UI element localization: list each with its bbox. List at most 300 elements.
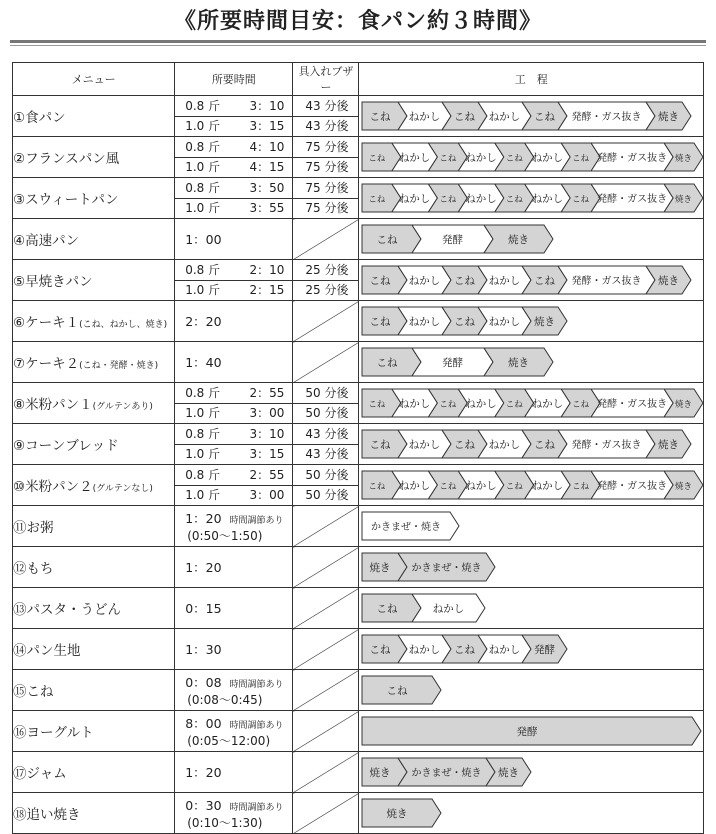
process-cell <box>359 260 704 301</box>
loaf-size: 1.0 斤 <box>185 487 221 502</box>
process-step-label: ねかし <box>409 644 441 656</box>
menu-name-cell <box>13 752 175 793</box>
menu-name: ⑪お粥 <box>13 520 54 536</box>
process-flow <box>359 260 703 300</box>
time-line <box>175 97 292 116</box>
header-process: 工 程 <box>359 63 704 96</box>
adjustable-range: (0:10〜1:30) <box>187 815 263 830</box>
process-step <box>398 758 495 786</box>
process-step-label: こね <box>454 439 476 451</box>
menu-name-cell <box>13 178 175 219</box>
header-time: 所要時間 <box>175 63 293 96</box>
process-step <box>412 594 485 622</box>
process-step-label: こね <box>506 482 524 492</box>
title-rule <box>10 40 706 43</box>
process-cell <box>359 547 704 588</box>
buzzer-value: 43 分後 <box>293 116 358 136</box>
buzzer-cell <box>293 629 359 670</box>
header-buzzer: 具入れブザー <box>293 63 359 96</box>
process-step-label: 焼き <box>508 357 530 369</box>
process-flow <box>359 96 703 136</box>
process-step-label: こね <box>439 482 457 492</box>
menu-name: ⑥ケーキ１ <box>13 315 80 331</box>
process-step-label: ねかし <box>465 152 498 164</box>
process-step-label: こね <box>376 603 398 615</box>
menu-name: ⑯ヨーグルト <box>13 725 94 741</box>
menu-name-cell <box>13 670 175 711</box>
menu-name-cell <box>13 424 175 465</box>
menu-name-cell <box>13 96 175 137</box>
process-step-label: ねかし <box>399 398 431 410</box>
process-cell <box>359 752 704 793</box>
table-row <box>13 178 704 219</box>
process-flow <box>359 137 703 177</box>
menu-name-cell <box>13 260 175 301</box>
table-row <box>13 793 704 834</box>
menu-subnote: (グルテンあり) <box>92 402 153 412</box>
table-row <box>13 383 704 424</box>
adjustable-note: 時間調節あり <box>229 679 284 690</box>
process-step-label: 焼き <box>675 195 693 205</box>
header-menu: メニュー <box>13 63 175 96</box>
process-step <box>362 594 421 622</box>
menu-subnote: (グルテンなし) <box>92 484 153 494</box>
menu-name: ⑱追い焼き <box>13 807 81 823</box>
process-step <box>362 348 421 376</box>
process-step <box>558 102 655 130</box>
duration-value: 0：08 <box>185 674 222 690</box>
process-step-label: かきまぜ・焼き <box>411 768 482 779</box>
process-step-label: こね <box>454 644 476 656</box>
process-step <box>558 430 655 458</box>
process-step-label: 焼き <box>675 482 693 492</box>
timing-table <box>12 62 704 834</box>
loaf-size: 0.8 斤 <box>185 426 221 441</box>
process-step-label: 焼き <box>369 562 391 574</box>
time-line <box>175 466 292 485</box>
duration-value: 2：55 <box>249 385 285 400</box>
process-step-label: こね <box>369 316 391 328</box>
menu-name: ④高速パン <box>13 233 80 249</box>
time-cell <box>175 711 293 752</box>
process-cell <box>359 629 704 670</box>
menu-subnote: (こね・発酵・焼き) <box>79 361 159 371</box>
time-cell <box>175 301 293 342</box>
time-line <box>175 157 292 177</box>
time-cell <box>175 752 293 793</box>
menu-name-cell <box>13 506 175 547</box>
process-flow <box>359 178 703 218</box>
process-step-label: こね <box>368 482 386 492</box>
buzzer-cell <box>293 219 359 260</box>
adjustable-note: 時間調節あり <box>229 802 284 813</box>
adjustable-range: (0:50〜1:50) <box>187 528 263 543</box>
process-step-label: 焼き <box>369 767 391 779</box>
duration-value: 1：20 <box>185 510 222 526</box>
page-title: 《所要時間目安：食パン約３時間》 <box>173 9 542 34</box>
process-cell <box>359 424 704 465</box>
process-flow <box>359 670 703 710</box>
buzzer-cell <box>293 301 359 342</box>
process-step-label: 発酵・ガス抜き <box>597 153 668 164</box>
time-line <box>175 425 292 444</box>
menu-name-cell <box>13 137 175 178</box>
menu-name: ③スウィートパン <box>13 192 119 208</box>
process-step-label: こね <box>376 234 398 246</box>
process-step-label: ねかし <box>399 152 431 164</box>
menu-name: ⑰ジャム <box>13 766 67 782</box>
process-step <box>412 225 493 253</box>
time-cell <box>175 260 293 301</box>
menu-name-cell <box>13 588 175 629</box>
process-step-label: ねかし <box>409 275 441 287</box>
process-step <box>362 676 441 704</box>
process-step-label: こね <box>572 482 590 492</box>
process-step-label: 焼き <box>675 400 693 410</box>
time-line <box>175 138 292 157</box>
adjustable-note: 時間調節あり <box>229 515 284 526</box>
time-line <box>175 280 292 300</box>
table-row <box>13 301 704 342</box>
duration-value: 4：10 <box>249 139 285 154</box>
loaf-size: 0.8 斤 <box>185 467 221 482</box>
menu-name: ⑫もち <box>13 561 54 577</box>
process-flow <box>359 752 703 792</box>
table-row <box>13 465 704 506</box>
process-step <box>592 143 674 171</box>
buzzer-cell <box>293 137 359 178</box>
menu-name-cell <box>13 465 175 506</box>
process-step-label: 発酵・ガス抜き <box>597 399 668 410</box>
time-cell <box>175 793 293 834</box>
menu-name: ①食パン <box>13 110 66 126</box>
menu-name: ⑩米粉パン２ <box>13 479 93 495</box>
time-cell <box>175 178 293 219</box>
process-cell <box>359 301 704 342</box>
menu-name-cell <box>13 629 175 670</box>
process-step-label: こね <box>572 154 590 164</box>
loaf-size: 1.0 斤 <box>185 282 221 297</box>
process-step-label: かきまぜ・焼き <box>371 522 442 533</box>
process-flow <box>359 629 703 669</box>
time-line <box>175 179 292 198</box>
process-step-label: 焼き <box>498 767 520 779</box>
process-flow <box>359 793 703 833</box>
time-line <box>175 384 292 403</box>
menu-name: ⑨コーンブレッド <box>13 438 119 454</box>
process-step-label: こね <box>439 154 457 164</box>
process-step-label: こね <box>454 275 476 287</box>
time-line <box>175 116 292 136</box>
process-step-label: こね <box>368 195 386 205</box>
process-step-label: こね <box>572 195 590 205</box>
process-step-label: 焼き <box>534 316 556 328</box>
time-cell <box>175 629 293 670</box>
table-row <box>13 424 704 465</box>
process-cell <box>359 465 704 506</box>
process-step-label: ねかし <box>465 480 498 492</box>
process-step <box>484 225 553 253</box>
buzzer-value: 43 分後 <box>305 426 349 441</box>
process-cell <box>359 711 704 752</box>
process-step-label: ねかし <box>409 439 441 451</box>
table-row <box>13 670 704 711</box>
table-row <box>13 711 704 752</box>
time-line <box>175 403 292 423</box>
buzzer-cell <box>293 547 359 588</box>
buzzer-cell <box>293 793 359 834</box>
process-step-label: こね <box>572 400 590 410</box>
duration-value: 1：20 <box>185 560 222 575</box>
process-step-label: 発酵・ガス抜き <box>571 112 642 123</box>
process-cell <box>359 383 704 424</box>
process-cell <box>359 506 704 547</box>
duration-value: 2：20 <box>185 314 222 329</box>
process-step-label: こね <box>506 400 524 410</box>
time-cell <box>175 219 293 260</box>
buzzer-value: 75 分後 <box>293 198 358 218</box>
buzzer-value: 75 分後 <box>293 157 358 177</box>
process-step-label: 発酵・ガス抜き <box>597 481 668 492</box>
process-flow <box>359 301 703 341</box>
table-row <box>13 547 704 588</box>
process-step-label: こね <box>369 275 391 287</box>
menu-name: ⑮こね <box>13 684 54 700</box>
buzzer-value: 75 分後 <box>305 180 349 195</box>
loaf-size: 1.0 斤 <box>185 159 221 174</box>
buzzer-cell <box>293 342 359 383</box>
loaf-size: 0.8 斤 <box>185 180 221 195</box>
buzzer-cell <box>293 506 359 547</box>
buzzer-cell <box>293 752 359 793</box>
process-step-label: かきまぜ・焼き <box>411 563 482 574</box>
table-row <box>13 260 704 301</box>
time-cell <box>175 506 293 547</box>
process-cell <box>359 670 704 711</box>
process-step-label: こね <box>439 400 457 410</box>
process-flow <box>359 506 703 546</box>
loaf-size: 1.0 斤 <box>185 118 221 133</box>
menu-name-cell <box>13 711 175 752</box>
duration-value: 3：10 <box>249 98 285 113</box>
process-step-label: こね <box>534 111 556 123</box>
process-step-label: ねかし <box>409 111 441 123</box>
time-cell <box>175 137 293 178</box>
process-step-label: こね <box>534 275 556 287</box>
adjustable-range: (0:08〜0:45) <box>187 692 263 707</box>
time-cell <box>175 424 293 465</box>
buzzer-cell <box>293 178 359 219</box>
process-step <box>362 225 421 253</box>
buzzer-cell <box>293 96 359 137</box>
time-line <box>175 444 292 464</box>
buzzer-value: 43 分後 <box>305 98 349 113</box>
process-flow <box>359 547 703 587</box>
buzzer-cell <box>293 588 359 629</box>
menu-name-cell <box>13 342 175 383</box>
menu-name-cell <box>13 547 175 588</box>
duration-value: 1：20 <box>185 765 222 780</box>
process-step-label: ねかし <box>399 480 431 492</box>
menu-name: ⑬パスタ・うどん <box>13 602 121 618</box>
time-cell <box>175 96 293 137</box>
loaf-size: 1.0 斤 <box>185 405 221 420</box>
menu-name: ②フランスパン風 <box>13 151 120 167</box>
time-cell <box>175 588 293 629</box>
process-flow <box>359 342 703 382</box>
process-step-label: こね <box>369 111 391 123</box>
process-step-label: 発酵・ガス抜き <box>571 440 642 451</box>
process-step-label: 発酵・ガス抜き <box>571 276 642 287</box>
table-row <box>13 342 704 383</box>
menu-name: ⑦ケーキ２ <box>13 356 80 372</box>
buzzer-value: 43 分後 <box>293 444 358 464</box>
buzzer-value: 50 分後 <box>293 485 358 505</box>
process-step-label: こね <box>386 685 408 697</box>
menu-name: ⑭パン生地 <box>13 643 81 659</box>
loaf-size: 0.8 斤 <box>185 262 221 277</box>
process-cell <box>359 588 704 629</box>
process-step-label: 発酵 <box>534 644 556 656</box>
process-step <box>362 717 701 745</box>
table-row <box>13 629 704 670</box>
process-step-label: ねかし <box>489 644 521 656</box>
process-step-label: 発酵 <box>442 234 464 246</box>
buzzer-value: 25 分後 <box>293 280 358 300</box>
process-step-label: こね <box>506 195 524 205</box>
header-row <box>13 63 704 96</box>
menu-name-cell <box>13 793 175 834</box>
process-flow <box>359 219 703 259</box>
process-step-label: ねかし <box>532 152 564 164</box>
process-step-label: ねかし <box>532 398 564 410</box>
duration-value: 2：15 <box>249 282 285 297</box>
duration-value: 1：30 <box>185 642 222 657</box>
buzzer-cell <box>293 670 359 711</box>
menu-name: ⑧米粉パン１ <box>13 397 93 413</box>
process-step-label: こね <box>369 644 391 656</box>
process-step-label: ねかし <box>409 316 441 328</box>
duration-value: 3：50 <box>249 180 285 195</box>
time-cell <box>175 670 293 711</box>
time-line <box>175 261 292 280</box>
buzzer-cell <box>293 465 359 506</box>
buzzer-value: 75 分後 <box>305 139 349 154</box>
process-step-label: 発酵 <box>442 357 464 369</box>
duration-value: 3：10 <box>249 426 285 441</box>
loaf-size: 0.8 斤 <box>185 385 221 400</box>
process-step <box>484 348 553 376</box>
table-row <box>13 588 704 629</box>
process-step-label: 焼き <box>508 234 530 246</box>
process-step-label: ねかし <box>489 111 521 123</box>
title-rule-thin <box>10 45 706 46</box>
buzzer-value: 50 分後 <box>305 385 349 400</box>
duration-value: 4：15 <box>249 159 285 174</box>
process-step <box>412 348 493 376</box>
time-cell <box>175 342 293 383</box>
duration-value: 3：00 <box>249 405 285 420</box>
duration-value: 2：55 <box>249 467 285 482</box>
duration-value: 0：30 <box>185 797 222 813</box>
process-step-label: ねかし <box>465 398 498 410</box>
process-step-label: こね <box>534 439 556 451</box>
process-step-label: こね <box>454 316 476 328</box>
adjustable-note: 時間調節あり <box>229 720 284 731</box>
process-step-label: 焼き <box>675 154 693 164</box>
loaf-size: 0.8 斤 <box>185 139 221 154</box>
duration-value: 3：15 <box>249 118 285 133</box>
process-step-label: 発酵 <box>516 726 538 738</box>
process-step-label: 焼き <box>658 275 680 287</box>
process-step-label: ねかし <box>489 439 521 451</box>
buzzer-cell <box>293 424 359 465</box>
loaf-size: 0.8 斤 <box>185 98 221 113</box>
duration-value: 3：00 <box>249 487 285 502</box>
table-row <box>13 506 704 547</box>
time-cell <box>175 383 293 424</box>
process-flow <box>359 588 703 628</box>
process-cell <box>359 178 704 219</box>
process-step-label: こね <box>369 439 391 451</box>
process-step <box>592 184 674 212</box>
table-row <box>13 96 704 137</box>
process-step-label: 焼き <box>386 808 408 820</box>
buzzer-cell <box>293 383 359 424</box>
duration-value: 1：40 <box>185 355 222 370</box>
process-step-label: こね <box>439 195 457 205</box>
process-step <box>592 389 674 417</box>
duration-value: 3：15 <box>249 446 285 461</box>
process-step-label: ねかし <box>532 480 564 492</box>
process-step-label: ねかし <box>489 316 521 328</box>
process-step <box>362 512 459 540</box>
process-step-label: こね <box>506 154 524 164</box>
process-step-label: 焼き <box>658 111 680 123</box>
process-cell <box>359 96 704 137</box>
process-flow <box>359 465 703 505</box>
time-cell <box>175 465 293 506</box>
duration-value: 3：55 <box>249 200 285 215</box>
process-step-label: こね <box>454 111 476 123</box>
process-flow <box>359 383 703 423</box>
process-step-label: ねかし <box>465 193 498 205</box>
process-flow <box>359 424 703 464</box>
buzzer-value: 50 分後 <box>305 467 349 482</box>
time-line <box>175 198 292 218</box>
process-step <box>362 799 441 827</box>
process-step-label: こね <box>368 154 386 164</box>
process-step <box>592 471 674 499</box>
process-step <box>398 553 495 581</box>
buzzer-cell <box>293 711 359 752</box>
process-step-label: ねかし <box>489 275 521 287</box>
buzzer-cell <box>293 260 359 301</box>
process-cell <box>359 793 704 834</box>
process-cell <box>359 342 704 383</box>
buzzer-value: 25 分後 <box>305 262 349 277</box>
menu-name-cell <box>13 301 175 342</box>
menu-name: ⑤早焼きパン <box>13 274 93 290</box>
time-line <box>175 485 292 505</box>
time-cell <box>175 547 293 588</box>
adjustable-range: (0:05〜12:00) <box>187 733 271 748</box>
duration-value: 2：10 <box>249 262 285 277</box>
duration-value: 0：15 <box>185 601 222 616</box>
process-step-label: こね <box>376 357 398 369</box>
menu-name-cell <box>13 383 175 424</box>
process-cell <box>359 137 704 178</box>
